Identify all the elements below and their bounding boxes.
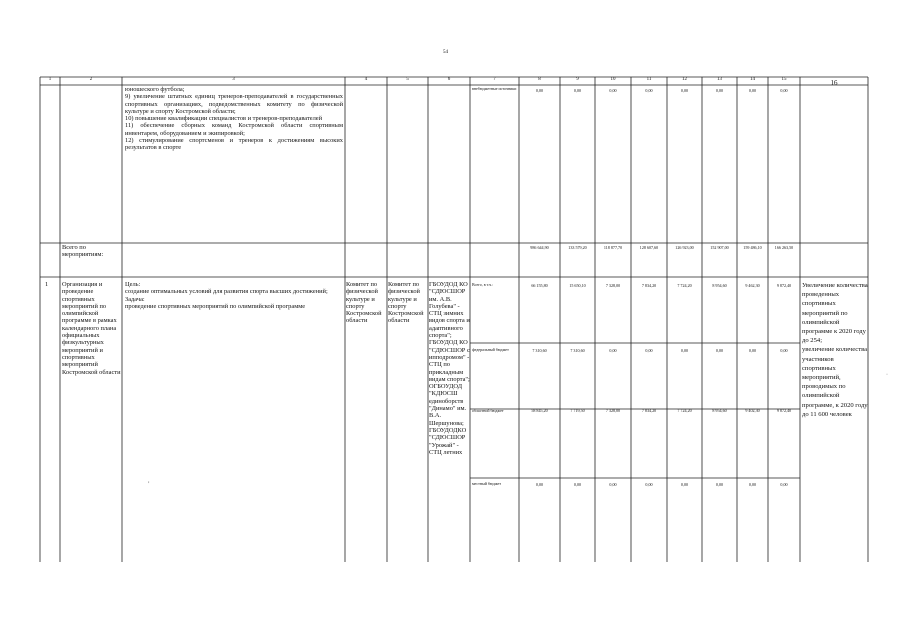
column-header-7: 7 [493,77,496,82]
total-value: 166 263,50 [774,245,794,250]
carryover-funding-source: внебюджетные источники [472,86,517,91]
column-header-3: 3 [232,77,235,82]
funding-value: 9 402,30 [745,408,760,413]
funding-value: 0,00 [609,482,617,487]
column-header-10: 10 [610,77,616,82]
responsible-executor: Комитет по физической культуре и спорту Костромской области [346,281,382,325]
funding-value: 7 310,60 [532,348,547,353]
funding-value: 0,00 [645,348,653,353]
total-value: 159 486,10 [743,245,762,250]
funding-value: 7 328,00 [605,408,621,413]
funding-value: 7 724,20 [677,283,692,288]
column-header-5: 5 [406,77,409,82]
scan-mark: , [148,478,150,484]
column-header-4: 4 [364,77,368,82]
page-number: 54 [443,50,448,55]
carryover-value: 0,00 [680,88,689,93]
column-header-11: 11 [646,77,652,82]
participating-institutions: ГБОУДОД КО "СДЮСШОР им. А.В. Голубева" - СТЦ зимних видов спорта и адаптивного спорта"; ГБОУДОД КО "СДЮСШОР с ипподромом" - СТЦ по прикладным видам спорта"; ОГБОУДОД "КДЮСШ единоборств "Динамо" им. В.А. Шершунова; ГБОУДОДКО "СДЮСШОР "Урожай" - СТЦ летних [429,281,470,456]
funding-value: 9 872,40 [776,283,792,288]
total-value: 152 907,00 [710,245,729,250]
carryover-value: 0,00 [780,88,788,93]
carryover-value: 0,00 [535,88,544,93]
carryover-goals-text: юношеского футбола; 9) увеличение штатных единиц тренеров-преподавателей в государственных спортивных организациях, подведомственных комитету по физической культуре и спорту Костромской области; 10) повышение квалификации специалистов и тренеров-преподавателей 11) обеспечение сборных команд Костромской области спортивным инвентарем, оборудованием и экипировкой; 12) стимулирование спортсменов и тренеров к достижениям высоких результатов в спорте [125,86,343,152]
funding-source: федеральный бюджет [472,347,509,352]
funding-value: 58 845,20 [531,408,548,413]
column-header-16: 16 [830,79,838,86]
funding-value: 0,00 [780,482,788,487]
expected-result: Увеличение количества проведенных спортивных мероприятий по олимпийской программе к 2020 году до 254; увеличение количества участников спортивных мероприятий, проводимых по олимпийской программе, к 2020 году до 11 600 человек [802,282,868,418]
funding-value: 7 310,60 [570,348,585,353]
total-value: 133 579,20 [568,245,587,250]
funding-value: 7 834,20 [641,283,657,288]
column-header-1: 1 [48,77,52,82]
carryover-value: 0,00 [609,88,617,93]
scan-mark: · [886,372,888,378]
funding-value: 15 650,10 [569,283,586,288]
funding-value: 0,00 [715,482,724,487]
funding-value: 0,00 [645,482,653,487]
funding-value: 7 328,00 [605,283,621,288]
funding-value: 9 872,40 [776,408,792,413]
total-value: 126 923,00 [675,245,694,250]
column-header-9: 9 [576,77,579,82]
total-row-label: Всего по мероприятиям: [62,244,104,259]
funding-value: 66 155,80 [531,283,548,288]
funding-value: 8 954,60 [712,408,727,413]
total-value: 118 877,70 [603,245,623,250]
funding-value: 0,00 [680,348,689,353]
column-header-6: 6 [447,77,451,82]
funding-value: 7 834,20 [641,408,657,413]
funding-value: 0,00 [748,482,757,487]
funding-value: 0,00 [680,482,689,487]
column-header-15: 15 [781,77,787,82]
total-value: 986 644,90 [530,245,549,250]
funding-value: 7 719,50 [570,408,585,413]
funding-source: областной бюджет [472,408,504,413]
carryover-value: 0,00 [748,88,757,93]
funding-value: 0,00 [748,348,757,353]
column-header-2: 2 [89,77,93,82]
row-number: 1 [45,281,49,288]
column-header-14: 14 [750,77,755,82]
column-header-13: 13 [717,77,722,82]
total-value: 128 607,60 [639,245,659,250]
event-name: Организация и проведение спортивных мероприятий по олимпийской программе в рамках календарного плана официальных физкультурных мероприятий и спортивных мероприятий Костромской области [62,281,121,376]
funding-value: 7 724,20 [677,408,692,413]
carryover-value: 0,00 [573,88,582,93]
event-goal-task: Цель: создание оптимальных условий для развития спорта высших достижений; Задача: проведение спортивных мероприятий по олимпийской программе [125,281,328,310]
funding-value: 0,00 [535,482,544,487]
column-header-12: 12 [682,77,687,82]
funding-value: 0,00 [715,348,724,353]
carryover-value: 0,00 [645,88,653,93]
funding-source: местный бюджет [472,481,501,486]
co-executor: Комитет по физической культуре и спорту Костромской области [388,281,424,325]
funding-source: Всего, в т.ч.: [472,282,494,287]
funding-value: 0,00 [609,348,617,353]
column-header-8: 8 [538,77,541,82]
funding-value: 0,00 [780,348,788,353]
carryover-value: 0,00 [715,88,724,93]
funding-value: 9 462,30 [745,283,760,288]
funding-value: 8 954,60 [712,283,727,288]
funding-value: 0,00 [573,482,582,487]
